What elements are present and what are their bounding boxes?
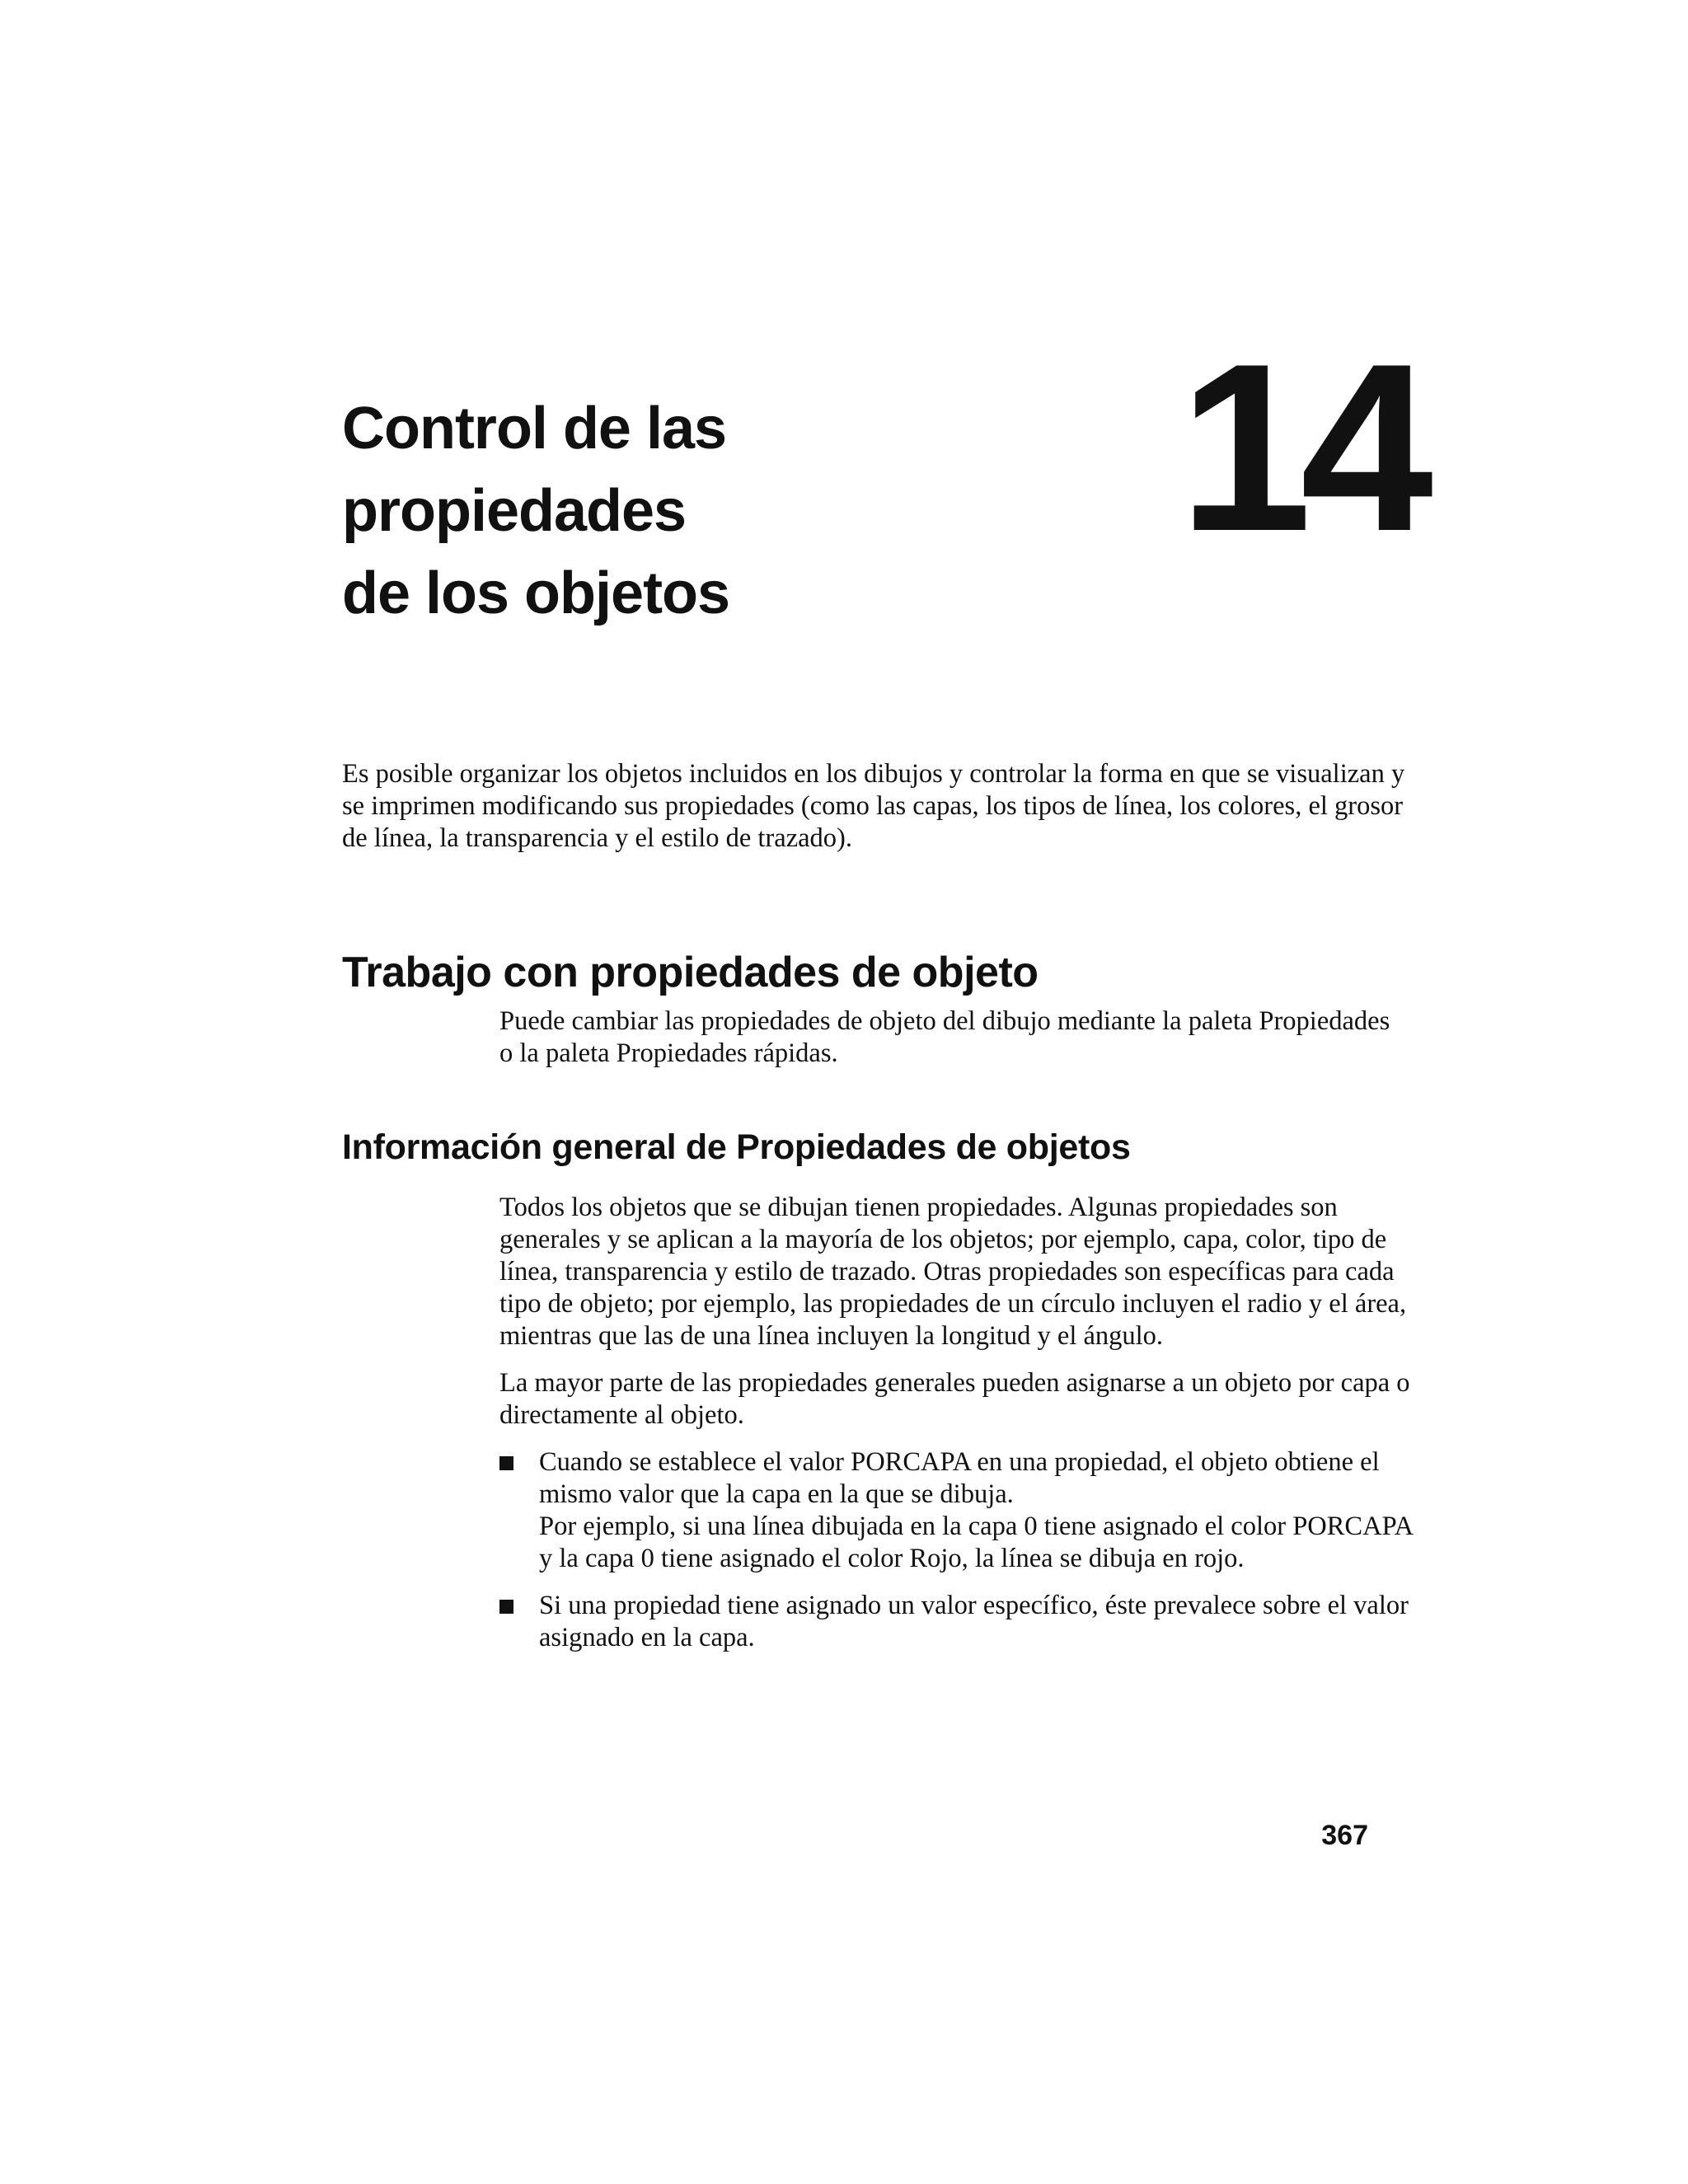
body-paragraph: La mayor parte de las propiedades generales pueden asignarse a un objeto por capa o directamente al objeto. (499, 1368, 1410, 1430)
chapter-title-line-1: Control de las propiedades (342, 396, 727, 544)
bullet-example: Por ejemplo, si una línea dibujada en la capa 0 tiene asignado el color PORCAPA y la capa 0 tiene asignado el color Rojo, la línea se dibuja en rojo. (539, 1511, 1413, 1573)
bullet-list (499, 1446, 1414, 1654)
list-item (499, 1590, 1414, 1654)
intro-paragraph: Es posible organizar los objetos incluidos en los dibujos y controlar la forma en que se visualizan y se imprimen modificando sus propiedades (como las capas, los tipos de línea, los colores, el grosor de línea, la transparencia y el estilo de trazado). (342, 759, 1405, 853)
page-number: 367 (1321, 1820, 1368, 1851)
bullet-text: Si una propiedad tiene asignado un valor específico, éste prevalece sobre el valor asignado en la capa. (539, 1591, 1409, 1652)
chapter-title (342, 387, 1084, 635)
section-heading: Trabajo con propiedades de objeto (342, 949, 1039, 996)
section-paragraph: Puede cambiar las propiedades de objeto del dibujo mediante la paleta Propiedades o la paleta Propiedades rápidas. (499, 1006, 1390, 1068)
square-bullet-icon (499, 1456, 513, 1470)
list-item (499, 1446, 1414, 1575)
body-paragraph: Todos los objetos que se dibujan tienen propiedades. Algunas propiedades son generales y se aplican a la mayoría de los objetos; por ejemplo, capa, color, tipo de línea, transparencia y estilo de trazado. Otras propiedades son específicas para cada tipo de objeto; por ejemplo, las propiedades de un círculo incluyen el radio y el área, mientras que las de una línea incluyen la longitud y el ángulo. (499, 1193, 1407, 1351)
square-bullet-icon (499, 1600, 513, 1614)
subsection-body (499, 1192, 1414, 1669)
chapter-number: 14 (1179, 314, 1422, 581)
bullet-text: Cuando se establece el valor PORCAPA en una propiedad, el objeto obtiene el mismo valor que la capa en la que se dibuja. (539, 1447, 1380, 1509)
chapter-title-line-2: de los objetos (342, 560, 730, 626)
subsection-heading: Información general de Propiedades de objetos (342, 1127, 1131, 1167)
